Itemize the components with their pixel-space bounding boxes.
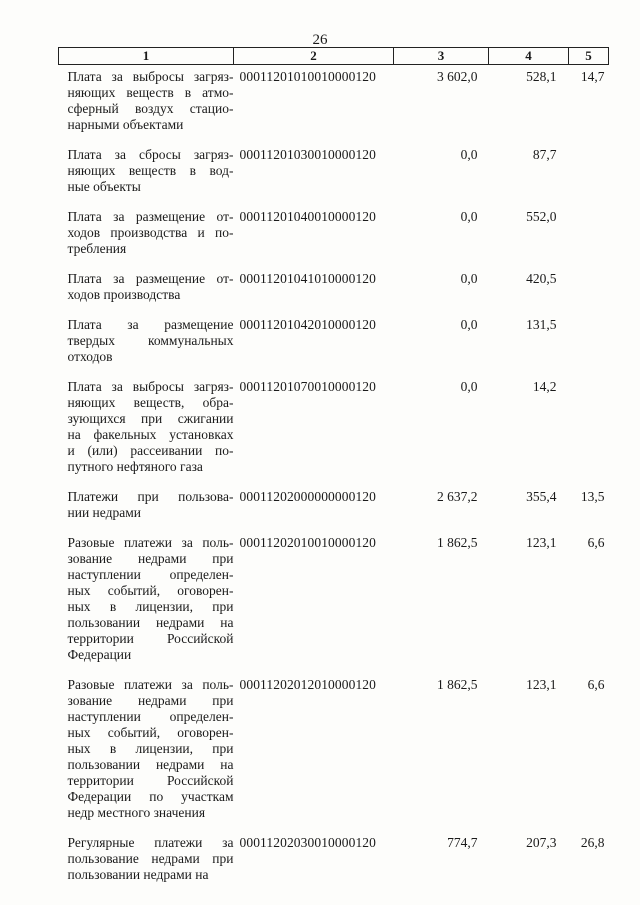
row-name-line: нарными объектами [67, 117, 184, 132]
row-name-line: няющих веществ в атмо- [67, 85, 234, 100]
row-value-5: 13,5 [580, 489, 605, 504]
row-value-3: 0,0 [460, 147, 478, 162]
row-value-5 [569, 379, 609, 475]
row-name-line: Разовые платежи за поль- [67, 677, 234, 692]
row-spacer [59, 365, 609, 379]
row-value-3: 0,0 [460, 379, 478, 394]
column-header-5: 5 [569, 48, 609, 65]
row-name-line: твердых коммунальных [67, 333, 234, 348]
budget-table [58, 47, 609, 883]
row-spacer [59, 133, 609, 147]
row-name-line: путного нефтяного газа [67, 459, 203, 474]
row-name-line: няющих веществ в вод- [67, 163, 234, 178]
row-spacer-cell [59, 365, 609, 379]
row-name-line: сферный воздух стацио- [67, 101, 234, 116]
row-name-line: няющих веществ, обра- [67, 395, 234, 410]
row-spacer-cell [59, 821, 609, 835]
table-row [59, 489, 609, 521]
row-value-4: 207,3 [526, 835, 557, 850]
row-name-line: территории Российской [67, 631, 234, 646]
row-value-4: 14,2 [532, 379, 557, 394]
column-header-1: 1 [59, 48, 234, 65]
row-name-line: пользование недрами при [67, 851, 234, 866]
row-name-line: ные объекты [67, 179, 141, 194]
row-name-line: территории Российской [67, 773, 234, 788]
row-name-line: ных событий, оговорен- [67, 725, 234, 740]
row-name [59, 379, 234, 475]
row-name-line: и (или) рассеивании по- [67, 443, 234, 458]
row-name-line: Плата за размещение [67, 317, 234, 332]
row-value-4: 87,7 [532, 147, 557, 162]
row-value-5 [569, 271, 609, 303]
row-spacer-cell [59, 257, 609, 271]
row-name [59, 317, 234, 365]
row-spacer [59, 303, 609, 317]
row-value-4: 355,4 [526, 489, 557, 504]
row-name [59, 65, 234, 134]
row-code: 00011202012010000120 [239, 677, 376, 692]
row-name-line: Разовые платежи за поль- [67, 535, 234, 550]
row-name [59, 209, 234, 257]
row-name-line: Плата за размещение от- [67, 209, 234, 224]
row-spacer [59, 821, 609, 835]
row-name-line: Регулярные платежи за [67, 835, 234, 850]
row-name-line: ходов производства и по- [67, 225, 234, 240]
table-row [59, 835, 609, 883]
row-value-3: 0,0 [460, 317, 478, 332]
row-value-5: 26,8 [580, 835, 605, 850]
row-value-3: 1 862,5 [437, 677, 478, 692]
row-value-3: 3 602,0 [437, 69, 478, 84]
column-header-2: 2 [234, 48, 394, 65]
row-name [59, 147, 234, 195]
row-name-line: ных в лицензии, при [67, 599, 234, 614]
table-row [59, 677, 609, 821]
row-value-3: 1 862,5 [437, 535, 478, 550]
row-value-4: 528,1 [526, 69, 557, 84]
row-value-5: 14,7 [580, 69, 605, 84]
row-value-4: 420,5 [526, 271, 557, 286]
row-name [59, 835, 234, 883]
row-name-line: наступлении определен- [67, 567, 234, 582]
row-value-5: 6,6 [587, 677, 605, 692]
row-value-3: 774,7 [447, 835, 478, 850]
row-value-5 [569, 147, 609, 195]
row-name-line: зование недрами при [67, 551, 234, 566]
row-value-3: 0,0 [460, 209, 478, 224]
row-spacer [59, 195, 609, 209]
row-name-line: зующихся при сжигании [67, 411, 234, 426]
table-row [59, 209, 609, 257]
table-row [59, 379, 609, 475]
row-name-line: Федерации по участкам [67, 789, 234, 804]
row-value-4: 552,0 [526, 209, 557, 224]
row-code: 00011202030010000120 [239, 835, 376, 850]
page-number: 26 [312, 32, 328, 48]
row-name-line: недр местного значения [67, 805, 206, 820]
table-row [59, 65, 609, 134]
row-name-line: требления [67, 241, 127, 256]
row-name-line: ходов производства [67, 287, 181, 302]
row-name-line: Плата за выбросы загряз- [67, 379, 234, 394]
column-header-3: 3 [394, 48, 489, 65]
row-name-line: зование недрами при [67, 693, 234, 708]
table-header [59, 48, 609, 65]
row-name [59, 489, 234, 521]
row-name-line: пользовании недрами на [67, 757, 234, 772]
row-value-5: 6,6 [587, 535, 605, 550]
row-name-line: на факельных установках [67, 427, 234, 442]
row-code: 00011201041010000120 [239, 271, 376, 286]
row-name-line: ных в лицензии, при [67, 741, 234, 756]
row-spacer-cell [59, 521, 609, 535]
row-code: 00011201040010000120 [239, 209, 376, 224]
row-value-4: 131,5 [526, 317, 557, 332]
row-name [59, 271, 234, 303]
row-code: 00011201010010000120 [239, 69, 376, 84]
row-name-line: нии недрами [67, 505, 141, 520]
row-name-line: пользовании недрами на [67, 867, 209, 882]
row-name [59, 677, 234, 821]
row-spacer-cell [59, 475, 609, 489]
row-code: 00011201070010000120 [239, 379, 376, 394]
row-spacer-cell [59, 663, 609, 677]
row-name-line: Плата за сбросы загряз- [67, 147, 234, 162]
row-name-line: пользовании недрами на [67, 615, 234, 630]
row-spacer [59, 257, 609, 271]
row-name-line: наступлении определен- [67, 709, 234, 724]
row-spacer-cell [59, 133, 609, 147]
row-name-line: Федерации [67, 647, 132, 662]
row-name-line: Платежи при пользова- [67, 489, 234, 504]
row-value-4: 123,1 [526, 677, 557, 692]
table-row [59, 271, 609, 303]
row-value-4: 123,1 [526, 535, 557, 550]
column-header-4: 4 [489, 48, 569, 65]
row-code: 00011201042010000120 [239, 317, 376, 332]
row-spacer-cell [59, 195, 609, 209]
row-code: 00011201030010000120 [239, 147, 376, 162]
row-spacer [59, 521, 609, 535]
row-code: 00011202000000000120 [239, 489, 376, 504]
row-value-3: 0,0 [460, 271, 478, 286]
row-name-line: ных событий, оговорен- [67, 583, 234, 598]
row-value-5 [569, 209, 609, 257]
row-spacer [59, 663, 609, 677]
table-row [59, 317, 609, 365]
table-row [59, 535, 609, 663]
row-name [59, 535, 234, 663]
row-name-line: Плата за выбросы загряз- [67, 69, 234, 84]
row-code: 00011202010010000120 [239, 535, 376, 550]
row-name-line: отходов [67, 349, 113, 364]
table-row [59, 147, 609, 195]
table-body [59, 65, 609, 884]
row-name-line: Плата за размещение от- [67, 271, 234, 286]
row-value-3: 2 637,2 [437, 489, 478, 504]
row-spacer-cell [59, 303, 609, 317]
row-spacer [59, 475, 609, 489]
row-value-5 [569, 317, 609, 365]
